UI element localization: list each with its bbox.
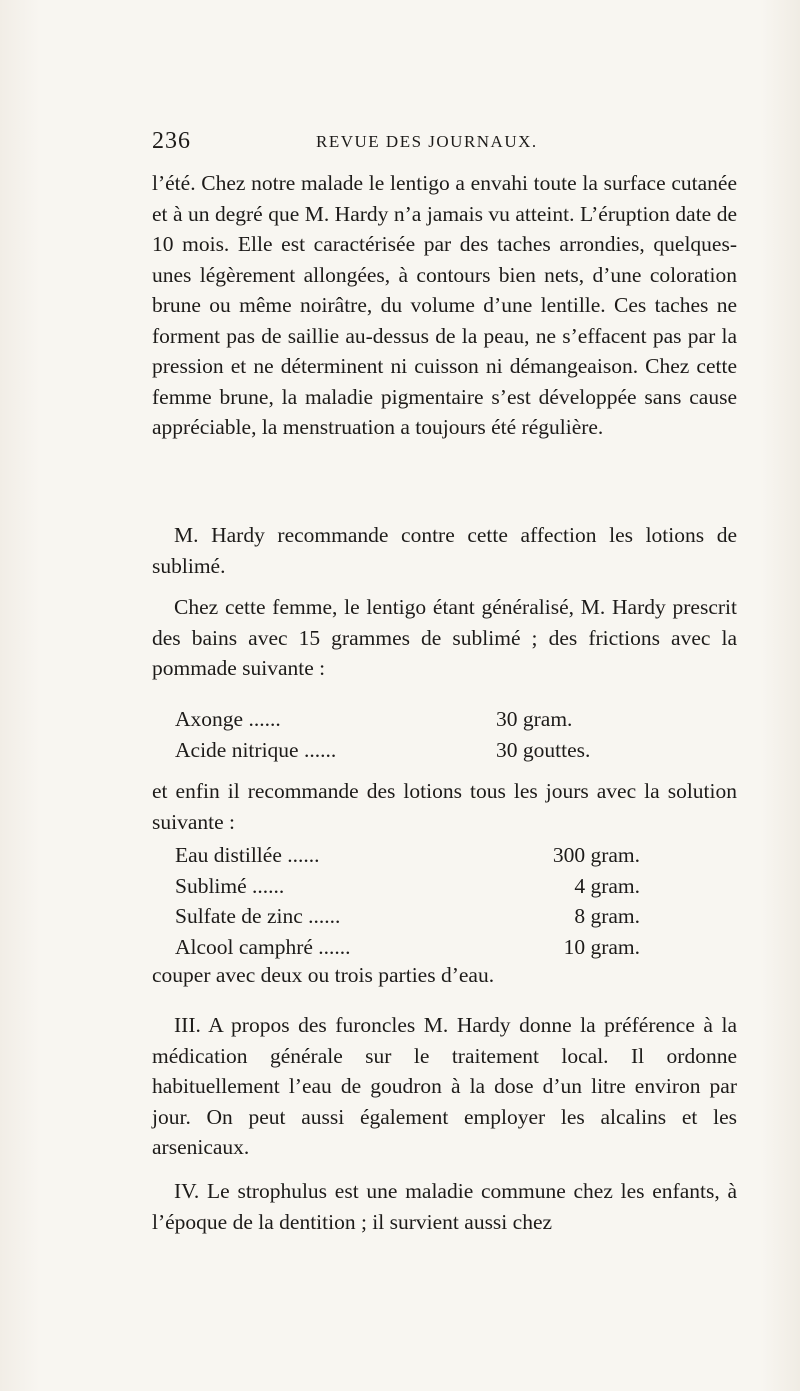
recipe-quantity: 10 gram. xyxy=(563,934,640,959)
recipe-ingredient: Acide nitrique ...... xyxy=(175,737,337,762)
recipe-row xyxy=(175,704,573,735)
recipe-ingredient: Alcool camphré ...... xyxy=(175,934,351,959)
running-head: REVUE DES JOURNAUX. xyxy=(316,132,538,151)
paragraph-dilution: couper avec deux ou trois parties d’eau. xyxy=(152,963,495,987)
page-number: 236 xyxy=(152,128,191,154)
paragraph-prescription: Chez cette femme, le lentigo étant généralisé, M. Hardy prescrit des bains avec 15 grammes de sublimé ; des frictions avec la pommade suivante : xyxy=(152,595,737,680)
recipe-row xyxy=(175,932,640,963)
recipe-pommade xyxy=(175,704,591,765)
recipe-row xyxy=(175,901,640,932)
recipe-row xyxy=(175,840,640,871)
recipe-quantity: 4 gram. xyxy=(574,873,640,898)
recipe-ingredient: Sulfate de zinc ...... xyxy=(175,904,341,928)
recipe-row xyxy=(175,735,591,766)
paragraph-lentigo-description: l’été. Chez notre malade le lentigo a envahi toute la surface cutanée et à un degré que M. Hardy n’a jamais vu atteint. L’éruption date de 10 mois. Elle est caractérisée par des taches arrondies, quelques-unes légèrement allongées, à contours bien nets, d’une coloration brune ou même noirâtre, du volume d’une lentille. Ces taches ne forment pas de saillie au-dessus de la peau, ne s’effacent pas par la pression et ne déterminent ni cuisson ni démangeaison. Chez cette femme brune, la maladie pigmentaire s’est développée sans cause appréciable, la menstruation a toujours été régulière. xyxy=(152,171,737,439)
recipe-ingredient: Sublimé ...... xyxy=(175,873,285,898)
recipe-quantity: 30 gouttes. xyxy=(496,737,591,762)
recipe-quantity: 30 gram. xyxy=(496,707,573,731)
recipe-ingredient: Eau distillée ...... xyxy=(175,843,320,867)
recipe-quantity: 8 gram. xyxy=(574,904,640,928)
recipe-row xyxy=(175,871,640,902)
paragraph-lotion-intro: et enfin il recommande des lotions tous les jours avec la solution suivante : xyxy=(152,779,737,834)
paragraph-furoncles: III. A propos des furoncles M. Hardy donne la préférence à la médication générale sur le traitement local. Il ordonne habituellement l’eau de goudron à la dose d’un litre environ par jour. On peut aussi également employer les alcalins et les arsenicaux. xyxy=(152,1013,737,1159)
page-header xyxy=(152,128,737,158)
recipe-quantity: 300 gram. xyxy=(552,843,640,867)
recipe-ingredient: Axonge ...... xyxy=(175,707,281,731)
paragraph-strophulus: IV. Le strophulus est une maladie commune chez les enfants, à l’époque de la dentition ; il survient aussi chez xyxy=(152,1179,737,1234)
paragraph-hardy-recommendation: M. Hardy recommande contre cette affection les lotions de sublimé. xyxy=(152,523,737,578)
recipe-solution xyxy=(175,840,640,962)
